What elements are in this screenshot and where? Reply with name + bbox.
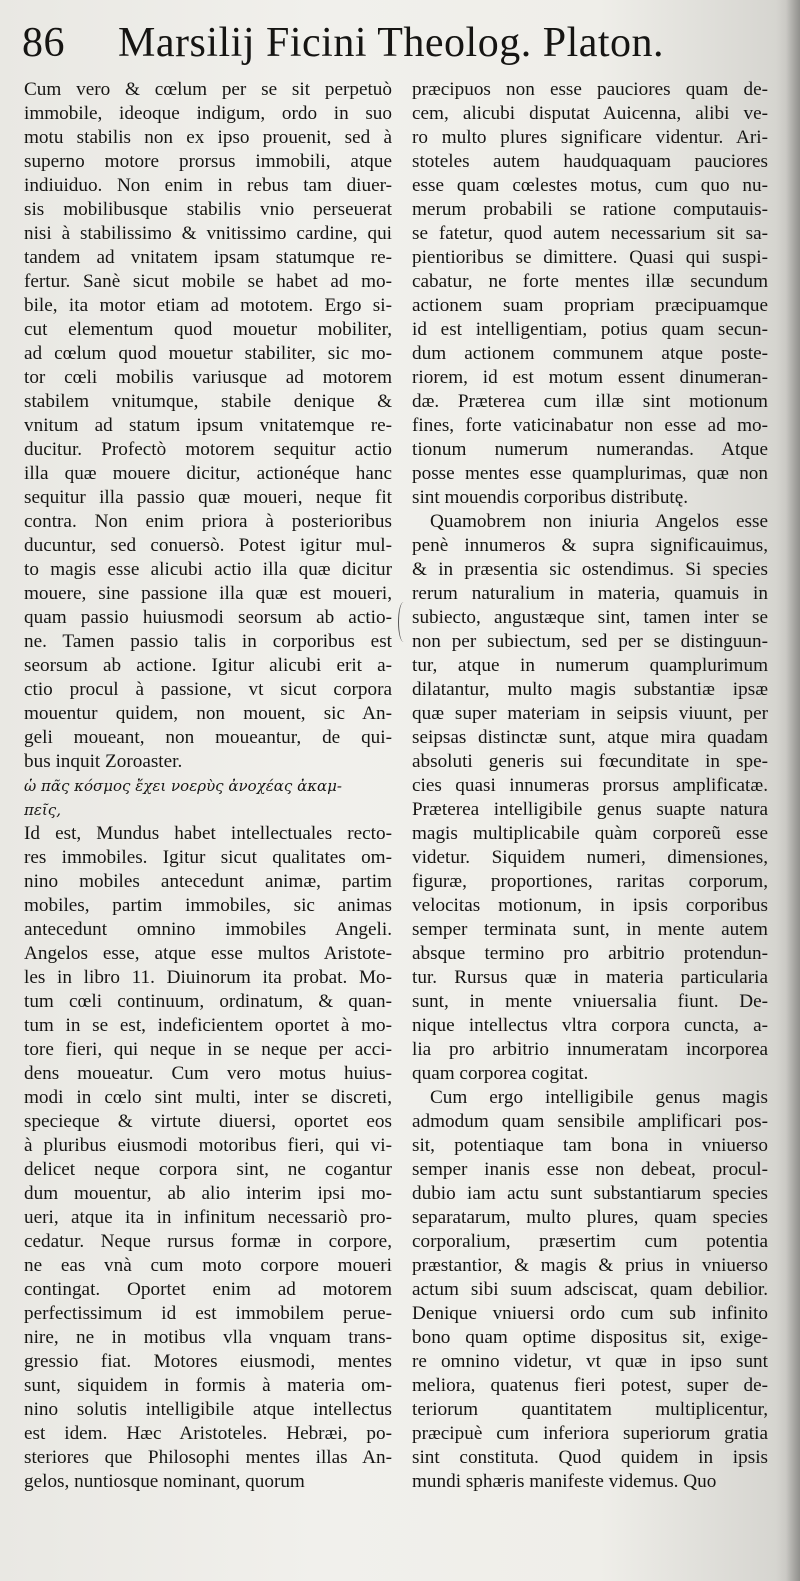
text-line: vnitum ad statum ipsum vnitatemque re- — [24, 415, 392, 436]
text-line: gressio fiat. Motores eiusmodi, mentes — [24, 1351, 392, 1372]
text-line: sunt, in mente vniuersalia fiunt. De- — [412, 991, 768, 1012]
text-line: perfectissimum id est immobilem perue- — [24, 1303, 392, 1324]
text-line: quam corporea cogitat. — [412, 1063, 589, 1084]
text-line: ro multo plures significare videntur. Ari- — [412, 127, 768, 148]
text-line: re omnino videtur, vt quæ in ipso sunt — [412, 1351, 768, 1372]
text-line: Quamobrem non iniuria Angelos esse — [430, 511, 768, 532]
text-line: actionem suam propriam præcipuamque — [412, 295, 768, 316]
text-line: sis mobilibusque stabilis vnio perseuerat — [24, 199, 392, 220]
gutter-bracket-mark — [398, 602, 409, 642]
text-line: specieque & virtute diuersi, oportet eos — [24, 1111, 392, 1132]
text-line: nique intellectus vltra corpora cuncta, a- — [412, 1015, 768, 1036]
text-line: sequitur illa passio quæ moueri, neque fit — [24, 487, 392, 508]
text-line: cut elementum quod mouetur mobiliter, — [24, 319, 392, 340]
text-line: à pluribus eiusmodi motoribus fieri, qui vi- — [24, 1135, 392, 1156]
text-line: præstantior, & magis & prius in vniuerso — [412, 1255, 768, 1276]
text-line: gelos, nuntiosque nominant, quorum — [24, 1471, 305, 1492]
text-line: pientioribus se dimittere. Quasi qui suspi- — [412, 247, 768, 268]
text-line: tum cœli continuum, ordinatum, & quan- — [24, 991, 392, 1012]
text-line: bono quam optime dispositus sit, exige- — [412, 1327, 768, 1348]
text-line: sint mouendis corporibus distributę. — [412, 487, 689, 508]
text-line: quæ super materiam in seipsis viuunt, per — [412, 703, 768, 724]
text-line: absque termino pro arbitrio protendun- — [412, 943, 768, 964]
page-edge-shadow — [786, 0, 800, 1581]
text-line: Denique vniuersi ordo cum sub infinito — [412, 1303, 768, 1324]
text-line: Angelos esse, atque esse multos Aristote- — [24, 943, 392, 964]
text-line: merum probabili se ratione computauis- — [412, 199, 768, 220]
text-line: præcipuè cum inferiora superiorum gratia — [412, 1423, 768, 1444]
text-line: contingat. Oportet enim ad motorem — [24, 1279, 392, 1300]
text-line: esse quam cœlestes motus, cum quo nu- — [412, 175, 768, 196]
text-line: quam passio huiusmodi seorsum ab actio- — [24, 607, 392, 628]
text-line: Cum vero & cœlum per se sit perpetuò — [24, 79, 392, 100]
text-line: illa quæ mouere dicitur, actionéque hanc — [24, 463, 392, 484]
text-line: rerum naturalium in materia, quamuis in — [412, 583, 768, 604]
text-line: est idem. Hæc Aristoteles. Hebræi, po- — [24, 1423, 392, 1444]
text-line: meliora, quatenus fieri potest, super de- — [412, 1375, 768, 1396]
text-line: velocitas motionum, in ipsis corporibus — [412, 895, 768, 916]
text-line: dum actionem communem atque poste- — [412, 343, 768, 364]
text-line: Cum ergo intelligibile genus magis — [430, 1087, 768, 1108]
running-title: Marsilij Ficini Theolog. Platon. — [118, 20, 665, 66]
text-line: steriores que Philosophi mentes illas An- — [24, 1447, 392, 1468]
page-number: 86 — [22, 20, 65, 66]
text-line: mobiles, partim immobiles, sic animas — [24, 895, 392, 916]
text-line: semper inanis esse non debeat, procul- — [412, 1159, 768, 1180]
text-line: teriorum quantitatem multiplicentur, — [412, 1399, 768, 1420]
text-line: sint constituta. Quod quidem in ipsis — [412, 1447, 768, 1468]
text-line: fines, forte vaticinabatur non esse ad mo- — [412, 415, 768, 436]
text-line: tandem ad vnitatem ipsam statumque re- — [24, 247, 392, 268]
text-line: id est intelligentiam, potius quam secun- — [412, 319, 768, 340]
right-text-column — [412, 78, 768, 1494]
text-line: ne. Tamen passio talis in corporibus est — [24, 631, 392, 652]
text-line: modi in cœlo sint multi, inter se discreti, — [24, 1087, 392, 1108]
left-text-column — [24, 78, 392, 1494]
text-line: contra. Non enim priora à posterioribus — [24, 511, 392, 532]
text-line: lia pro arbitrio innumeratam incorporea — [412, 1039, 768, 1060]
text-line: figuræ, proportiones, raritas corporum, — [412, 871, 768, 892]
text-line: cies quasi innumeras prorsus amplificatæ. — [412, 775, 768, 796]
text-line: posse mentes esse quamplurimas, quæ non — [412, 463, 768, 484]
text-line: dilatantur, multo magis substantiæ ipsæ — [412, 679, 768, 700]
text-line: mouere, sine passione illa quæ est moueri, — [24, 583, 392, 604]
text-line: corporalium, præsertim cum potentia — [412, 1231, 768, 1252]
text-line: riorem, id est motum essent dinumeran- — [412, 367, 768, 388]
text-line: sunt, siquidem in formis à materia om- — [24, 1375, 392, 1396]
text-line: immobile, ideoque indigum, ordo in suo — [24, 103, 392, 124]
text-line: motu stabilis non ex ipso prouenit, sed à — [24, 127, 392, 148]
text-line: tionum numerum numerandas. Atque — [412, 439, 768, 460]
text-line: res immobiles. Igitur sicut qualitates om- — [24, 847, 392, 868]
text-line: bus inquit Zoroaster. — [24, 751, 183, 772]
text-line: bile, ita motor etiam ad mototem. Ergo si- — [24, 295, 392, 316]
text-line: Præterea intelligibile genus suapte natura — [412, 799, 768, 820]
text-line: subiecto, angustæque sint, tamen inter se — [412, 607, 768, 628]
text-line: mouentur quidem, non mouent, sic An- — [24, 703, 392, 724]
text-line: nisi à stabilissimo & vnitissimo cardine, qui — [24, 223, 392, 244]
text-line: actum sibi suum adsciscat, quam debilior. — [412, 1279, 768, 1300]
text-line: semper terminata sunt, in mente autem — [412, 919, 768, 940]
text-line: stabilem vnitumque, stabile denique & — [24, 391, 392, 412]
running-header — [22, 14, 762, 72]
text-line: les in libro 11. Diuinorum ita probat. Mo- — [24, 967, 392, 988]
text-line: ducitur. Profectò motorem sequitur actio — [24, 439, 392, 460]
text-line: seipsas distinctæ sunt, atque mira quadam — [412, 727, 768, 748]
text-line: indiuiduo. Non enim in rebus tam diuer- — [24, 175, 392, 196]
text-line: ὡ πᾶς κόσμος ἔχει νοερὺς ἀνοχέας ἀκαμ- — [24, 777, 342, 795]
text-line: superno motore prorsus immobili, atque — [24, 151, 392, 172]
text-line: ne eas vnà cum moto corpore moueri — [24, 1255, 392, 1276]
text-line: nino solutis intelligibile atque intellectus — [24, 1399, 392, 1420]
text-line: dæ. Præterea cum illæ sint motionum — [412, 391, 768, 412]
text-line: tum in se est, indeficientem oportet à mo- — [24, 1015, 392, 1036]
text-line: præcipuos non esse pauciores quam de- — [412, 79, 768, 100]
text-line: dubio iam actu sunt substantiarum species — [412, 1183, 768, 1204]
text-line: videtur. Siquidem numeri, dimensiones, — [412, 847, 768, 868]
text-line: dens moueatur. Cum vero motus huius- — [24, 1063, 392, 1084]
text-line: ctio procul à passione, vt sicut corpora — [24, 679, 392, 700]
text-line: to magis esse alicubi actio illa quæ dicitur — [24, 559, 392, 580]
text-line: tor cœli mobilis variusque ad motorem — [24, 367, 392, 388]
text-line: Id est, Mundus habet intellectuales recto- — [24, 823, 392, 844]
text-line: separatarum, multo plures, quam species — [412, 1207, 768, 1228]
text-line: cem, alicubi disputat Auicenna, alibi ve- — [412, 103, 768, 124]
text-line: dum mouentur, ab alio interim ipsi mo- — [24, 1183, 392, 1204]
text-line: geli moueant, non moueantur, de qui- — [24, 727, 392, 748]
text-line: sit, potentiaque tam bona in vniuerso — [412, 1135, 768, 1156]
text-line: & in præsentia sic ostendimus. Si species — [412, 559, 768, 580]
text-line: cabatur, ne forte mentes illæ secundum — [412, 271, 768, 292]
text-line: penè innumeros & supra significauimus, — [412, 535, 768, 556]
text-line: se fatetur, quod autem necessarium sit sa- — [412, 223, 768, 244]
text-line: tur. Rursus quæ in materia particularia — [412, 967, 768, 988]
text-line: mundi sphæris manifeste videmus. Quo — [412, 1471, 717, 1492]
text-line: magis multiplicabile quàm corporeũ esse — [412, 823, 768, 844]
text-line: cedatur. Neque rursus formæ in corpore, — [24, 1231, 392, 1252]
text-line: absoluti generis sui fœcunditate in spe- — [412, 751, 768, 772]
text-line: delicet neque corpora sint, ne cogantur — [24, 1159, 392, 1180]
text-line: seorsum ab actione. Igitur alicubi erit a- — [24, 655, 392, 676]
text-line: ueri, atque ita in infinitum necessariò pro- — [24, 1207, 392, 1228]
text-line: nino mobiles antecedunt animæ, partim — [24, 871, 392, 892]
text-line: non per subiectum, sed per se distinguun- — [412, 631, 768, 652]
text-line: stoteles autem haudquaquam pauciores — [412, 151, 768, 172]
text-line: antecedunt omnino immobiles Angeli. — [24, 919, 392, 940]
text-line: fertur. Sanè sicut mobile se habet ad mo- — [24, 271, 392, 292]
text-line: ad cœlum quod mouetur stabiliter, sic mo- — [24, 343, 392, 364]
text-line: πεῖς, — [24, 801, 61, 819]
text-line: tur, atque in numerum quamplurimum — [412, 655, 768, 676]
text-line: ducuntur, sed conuersò. Potest igitur mul- — [24, 535, 392, 556]
text-line: tore fieri, qui neque in se neque per acci- — [24, 1039, 392, 1060]
text-line: nire, ne in motibus vlla vnquam trans- — [24, 1327, 392, 1348]
text-line: admodum quam sensibile amplificari pos- — [412, 1111, 768, 1132]
